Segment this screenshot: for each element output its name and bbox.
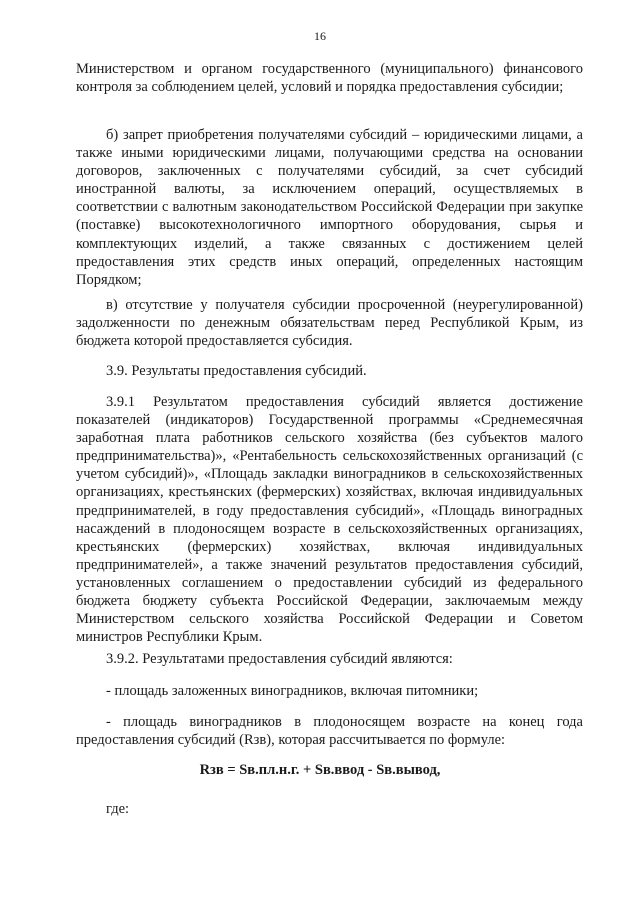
list-item-fruiting-vineyards: - площадь виноградников в плодоносящем возрасте на конец года предоставления субсидий (Rзв), которая рассчитывается по формуле:	[76, 714, 583, 749]
page-number: 16	[314, 29, 326, 43]
list-item-vineyard-area: - площадь заложенных виноградников, включая питомники;	[106, 683, 479, 699]
formula: Rзв = Sв.пл.н.г. + Sв.ввод - Sв.вывод,	[199, 762, 441, 778]
paragraph-3-9-1: 3.9.1 Результатом предоставления субсидий является достижение показателей (индикаторов) Государственной программы «Среднемесячная заработная плата работников сельского хозяйства (без субъектов малого предпринимательства)», «Рентабельность сельскохозяйственных организаций (с учетом субсидий)», «Площадь закладки виноградников в сельскохозяйственных организациях, крестьянских (фермерских) хозяйствах, включая индивидуальных предпринимателей, в году предоставления субсидий», «Площадь виноградных насаждений в плодоносящем возрасте в сельскохозяйственных организациях, крестьянских (фермерских) хозяйствах, включая индивидуальных предпринимателей», а также значений результатов предоставления субсидий, установленных соглашением о предоставлении субсидий из федерального бюджета бюджету субъекта Российской Федерации, заключаемым между Министерством сельского хозяйства Российской Федерации и Советом министров Республики Крым.	[76, 394, 583, 646]
paragraph-3-9-2: 3.9.2. Результатами предоставления субсидий являются:	[106, 651, 453, 667]
where-label: где:	[106, 801, 130, 817]
section-heading-3-9: 3.9. Результаты предоставления субсидий.	[106, 363, 367, 379]
paragraph-item-v: в) отсутствие у получателя субсидии просроченной (неурегулированной) задолженности по денежным обязательствам перед Республикой Крым, из бюджета которой предоставляется субсидия.	[76, 297, 583, 350]
paragraph-continuation: Министерством и органом государственного (муниципального) финансового контроля за соблюдением целей, условий и порядка предоставления субсидии;	[76, 61, 583, 96]
paragraph-item-b: б) запрет приобретения получателями субсидий – юридическими лицами, а также иными юридическими лицами, получающими средства на основании договоров, заключенных с получателями субсидий, за счет субсидий иностранной валюты, за исключением операций, осуществляемых в соответствии с валютным законодательством Российской Федерации при закупке (поставке) высокотехнологичного импортного оборудования, сырья и комплектующих изделий, а также связанных с достижением целей предоставления этих средств иных операций, определенных настоящим Порядком;	[76, 127, 583, 288]
